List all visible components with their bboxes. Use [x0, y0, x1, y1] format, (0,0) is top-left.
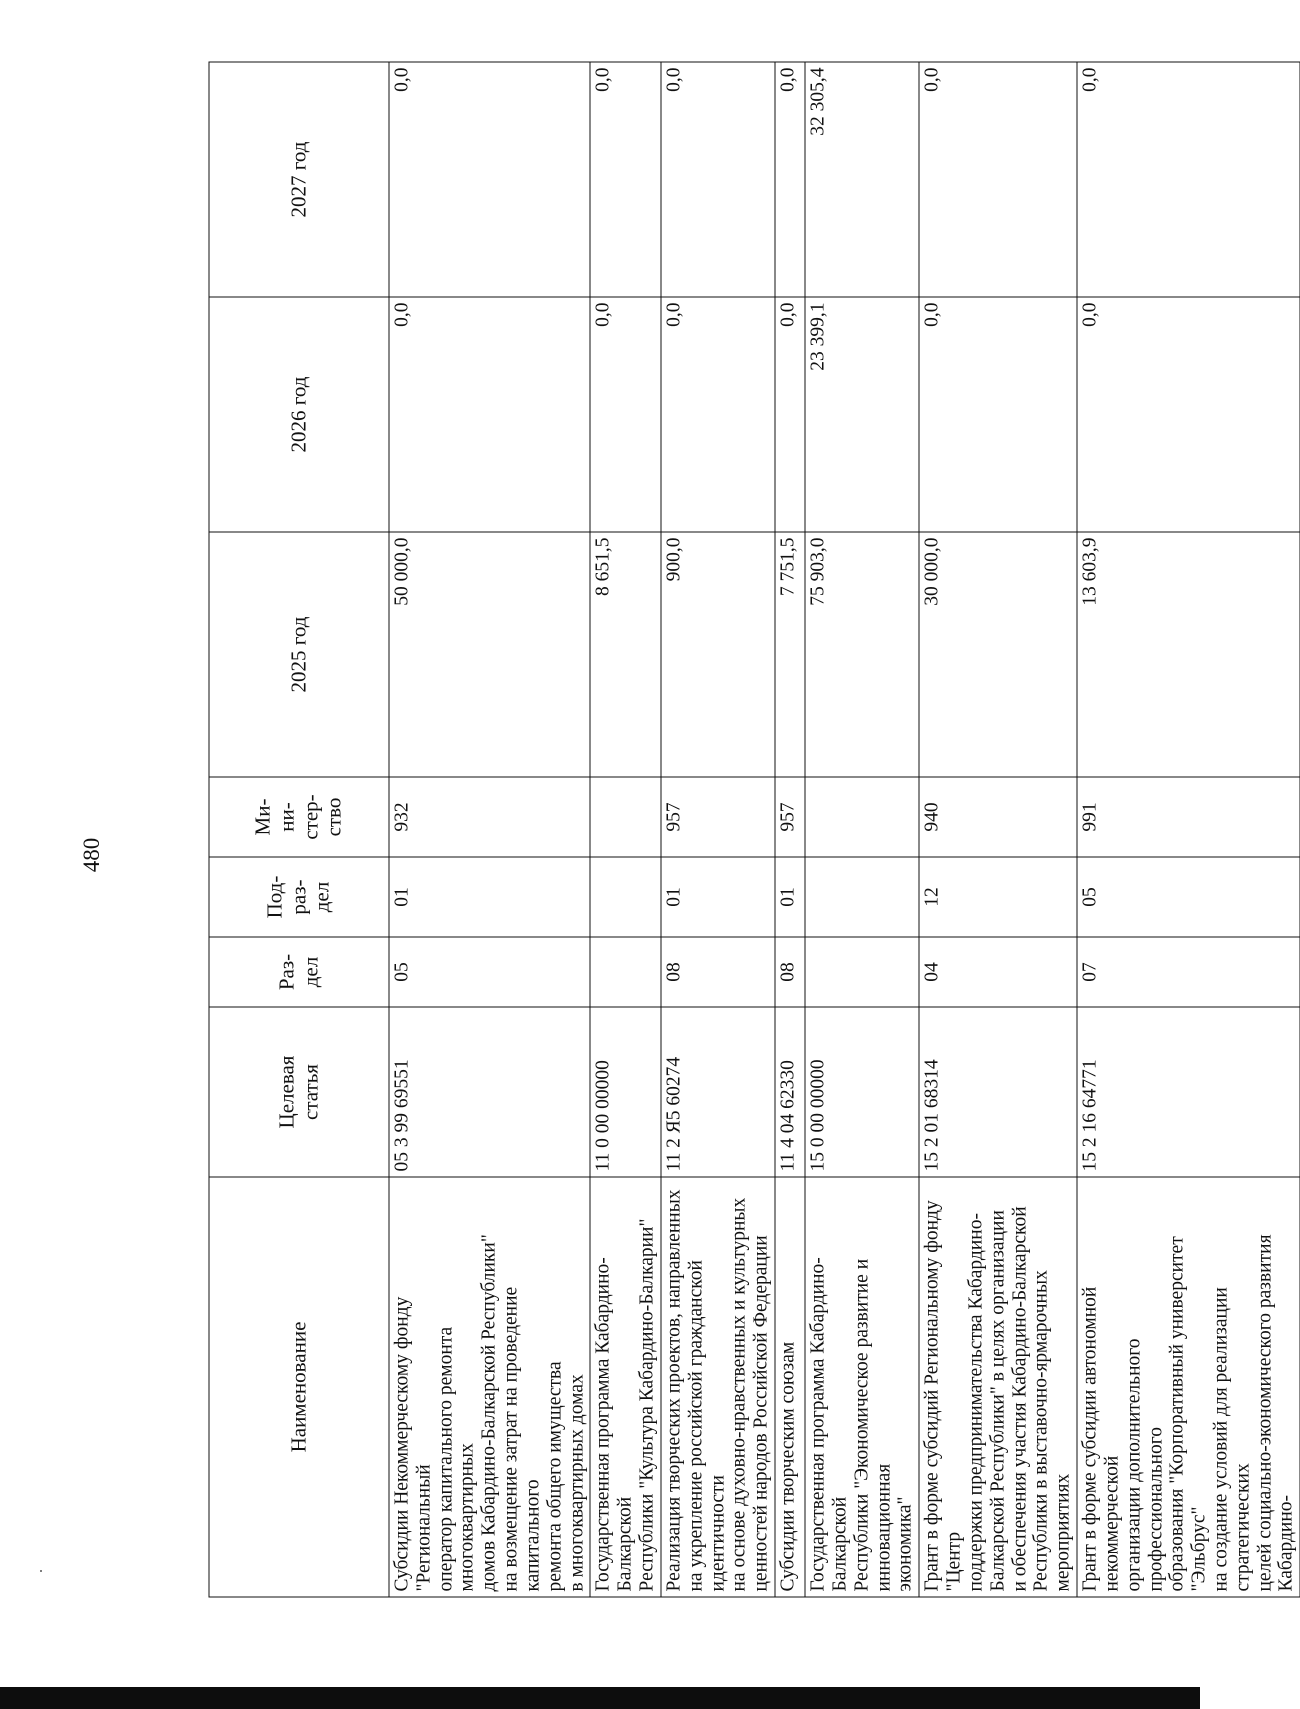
row-name: Субсидии Некоммерческому фонду "Региональный оператор капитального ремонта многоквартирных домов Кабардино-Балкарской Республики" на возмещение затрат на проведение капитального ремонта общего имущества в многоквартирных домах [389, 1177, 590, 1597]
row-name: Реализация творческих проектов, направленных на укрепление российской гражданской идентичности на основе духовно-нравственных и культурных ценностей народов Российской Федерации [660, 1177, 774, 1597]
row-2026: 23 399,1 [805, 297, 919, 532]
table-row [660, 62, 774, 1597]
row-section: 08 [775, 937, 805, 1007]
row-subsection: 01 [660, 857, 774, 937]
table-row [590, 62, 660, 1597]
header-2026: 2026 год [209, 297, 389, 532]
row-2027: 0,0 [775, 62, 805, 297]
row-2027: 0,0 [590, 62, 660, 297]
row-target-article: 15 2 16 64771 [1077, 1007, 1300, 1177]
header-target-article: Целевая статья [209, 1007, 389, 1177]
row-2025: 13 603,9 [1077, 532, 1300, 777]
header-ministry: Ми- ни- стер- ство [209, 777, 389, 857]
table-header-row [209, 62, 389, 1597]
table-row [805, 62, 919, 1597]
header-2025: 2025 год [209, 532, 389, 777]
row-2026: 0,0 [590, 297, 660, 532]
row-2026: 0,0 [919, 297, 1077, 532]
row-ministry: 991 [1077, 777, 1300, 857]
row-2026: 0,0 [775, 297, 805, 532]
row-target-article: 05 3 99 69551 [389, 1007, 590, 1177]
header-section: Раз- дел [209, 937, 389, 1007]
budget-table-container [208, 63, 1297, 1598]
row-section [805, 937, 919, 1007]
row-subsection: 01 [775, 857, 805, 937]
row-section: 08 [660, 937, 774, 1007]
row-section: 04 [919, 937, 1077, 1007]
scan-speck [40, 1570, 42, 1572]
row-section [590, 937, 660, 1007]
budget-table [208, 62, 1300, 1598]
header-subsection: Под- раз- дел [209, 857, 389, 937]
row-ministry: 940 [919, 777, 1077, 857]
row-2026: 0,0 [1077, 297, 1300, 532]
row-name: Грант в форме субсидии автономной некоммерческой организации дополнительного профессионального образования "Корпоративный университет "Эльбрус" на создание условий для реализации стратегических целей социально-экономического развития Кабардино- [1077, 1177, 1300, 1597]
row-2027: 32 305,4 [805, 62, 919, 297]
row-name: Субсидии творческим союзам [775, 1177, 805, 1597]
table-row [919, 62, 1077, 1597]
row-name: Государственная программа Кабардино-Балкарской Республики "Культура Кабардино-Балкарии" [590, 1177, 660, 1597]
row-subsection: 12 [919, 857, 1077, 937]
header-2027: 2027 год [209, 62, 389, 297]
row-2027: 0,0 [660, 62, 774, 297]
row-name: Грант в форме субсидий Региональному фонду "Центр поддержки предпринимательства Кабардино- Балкарской Республики" в целях организации и обеспечения участия Кабардино-Балкарской Республики в выставочно-ярмарочных мероприятиях [919, 1177, 1077, 1597]
row-ministry: 957 [660, 777, 774, 857]
row-2025: 30 000,0 [919, 532, 1077, 777]
table-row [775, 62, 805, 1597]
row-2025: 75 903,0 [805, 532, 919, 777]
row-2025: 50 000,0 [389, 532, 590, 777]
row-subsection [590, 857, 660, 937]
row-2027: 0,0 [389, 62, 590, 297]
row-ministry: 932 [389, 777, 590, 857]
row-ministry: 957 [775, 777, 805, 857]
row-subsection: 05 [1077, 857, 1300, 937]
row-subsection: 01 [389, 857, 590, 937]
table-row [389, 62, 590, 1597]
row-target-article: 11 0 00 00000 [590, 1007, 660, 1177]
row-2026: 0,0 [389, 297, 590, 532]
row-target-article: 15 2 01 68314 [919, 1007, 1077, 1177]
scan-bottom-edge [0, 1687, 1200, 1709]
row-2027: 0,0 [919, 62, 1077, 297]
page-number-text: 480 [79, 837, 104, 873]
row-name: Государственная программа Кабардино-Балкарской Республики "Экономическое развитие и инновационная экономика" [805, 1177, 919, 1597]
row-ministry [805, 777, 919, 857]
row-2025: 8 651,5 [590, 532, 660, 777]
row-2026: 0,0 [660, 297, 774, 532]
table-row [1077, 62, 1300, 1597]
row-subsection [805, 857, 919, 937]
row-target-article: 15 0 00 00000 [805, 1007, 919, 1177]
header-name: Наименование [209, 1177, 389, 1597]
row-section: 07 [1077, 937, 1300, 1007]
row-2027: 0,0 [1077, 62, 1300, 297]
row-target-article: 11 2 Я5 60274 [660, 1007, 774, 1177]
row-2025: 900,0 [660, 532, 774, 777]
row-section: 05 [389, 937, 590, 1007]
row-2025: 7 751,5 [775, 532, 805, 777]
row-target-article: 11 4 04 62330 [775, 1007, 805, 1177]
row-ministry [590, 777, 660, 857]
